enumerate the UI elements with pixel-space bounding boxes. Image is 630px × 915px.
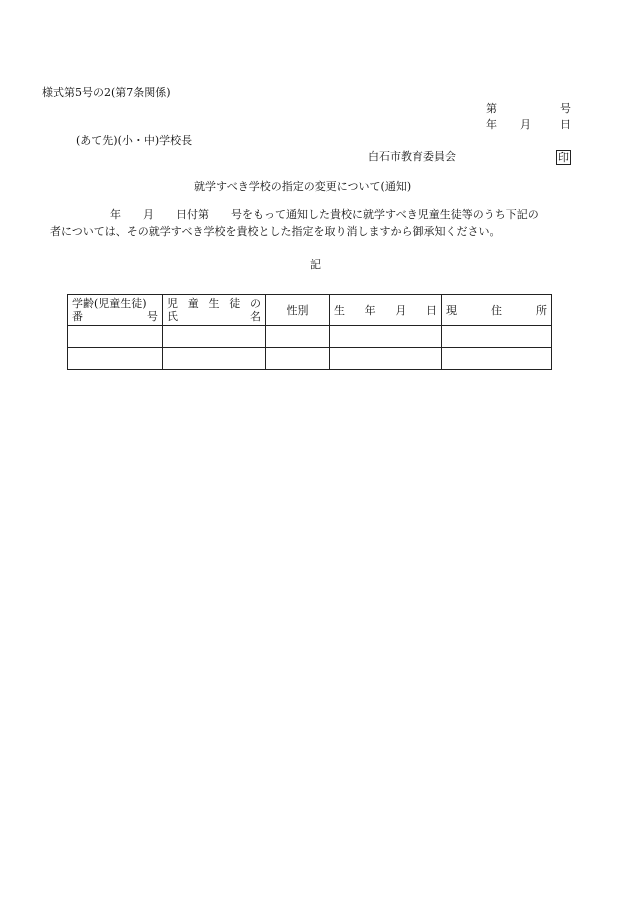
form-number: 様式第5号の2(第7条関係) bbox=[42, 86, 171, 99]
header-student-number-line1: 学齢(児童生徒) bbox=[72, 297, 147, 310]
header-address-char: 現 bbox=[446, 304, 457, 317]
table-header-row bbox=[68, 295, 552, 326]
table-cell[interactable] bbox=[330, 348, 442, 370]
table-cell[interactable] bbox=[442, 348, 552, 370]
table-cell[interactable] bbox=[266, 348, 330, 370]
header-student-number-ban: 番 bbox=[72, 310, 83, 323]
header-name-shi: 氏 bbox=[167, 310, 178, 323]
header-name-char: 童 bbox=[187, 297, 199, 310]
header-address-char: 住 bbox=[491, 304, 502, 317]
header-birthdate-char: 月 bbox=[395, 304, 407, 317]
header-name-mei: 名 bbox=[250, 310, 261, 323]
header-student-name bbox=[163, 295, 266, 326]
header-name-char: の bbox=[250, 297, 261, 310]
header-student-number-go: 号 bbox=[147, 310, 158, 323]
table-cell[interactable] bbox=[330, 326, 442, 348]
header-gender: 性別 bbox=[266, 295, 330, 326]
addressee: (あて先)(小・中)学校長 bbox=[76, 134, 193, 147]
header-birthdate-char: 年 bbox=[364, 304, 376, 317]
date-day: 日 bbox=[560, 118, 571, 131]
sender-name: 白石市教育委員会 bbox=[368, 150, 456, 163]
header-address-char: 所 bbox=[536, 304, 547, 317]
header-birthdate bbox=[330, 295, 442, 326]
date-month: 月 bbox=[520, 118, 531, 131]
header-name-char: 児 bbox=[167, 297, 178, 310]
table-cell[interactable] bbox=[68, 326, 163, 348]
document-number-prefix: 第 bbox=[486, 102, 497, 115]
body-line-2: 者については、その就学すべき学校を貴校とした指定を取り消しますから御承知ください。 bbox=[50, 225, 501, 238]
document-number-suffix: 号 bbox=[560, 102, 571, 115]
table-row bbox=[68, 326, 552, 348]
header-address bbox=[442, 295, 552, 326]
table-cell[interactable] bbox=[266, 326, 330, 348]
header-student-number bbox=[68, 295, 163, 326]
seal-mark: 印 bbox=[558, 151, 569, 164]
body-line-1: 年 月 日付第 号をもって通知した貴校に就学すべき児童生徒等のうち下記の bbox=[110, 208, 539, 221]
table-cell[interactable] bbox=[442, 326, 552, 348]
header-birthdate-char: 日 bbox=[425, 304, 437, 317]
date-year: 年 bbox=[486, 118, 497, 131]
table-row bbox=[68, 348, 552, 370]
header-birthdate-char: 生 bbox=[334, 304, 345, 317]
table-cell[interactable] bbox=[68, 348, 163, 370]
document-title: 就学すべき学校の指定の変更について(通知) bbox=[194, 180, 412, 193]
header-name-char: 生 bbox=[208, 297, 220, 310]
body-text bbox=[50, 206, 590, 240]
header-name-char: 徒 bbox=[229, 297, 241, 310]
table-cell[interactable] bbox=[163, 348, 266, 370]
table-cell[interactable] bbox=[163, 326, 266, 348]
ki-heading: 記 bbox=[310, 258, 321, 271]
student-table bbox=[67, 294, 552, 370]
